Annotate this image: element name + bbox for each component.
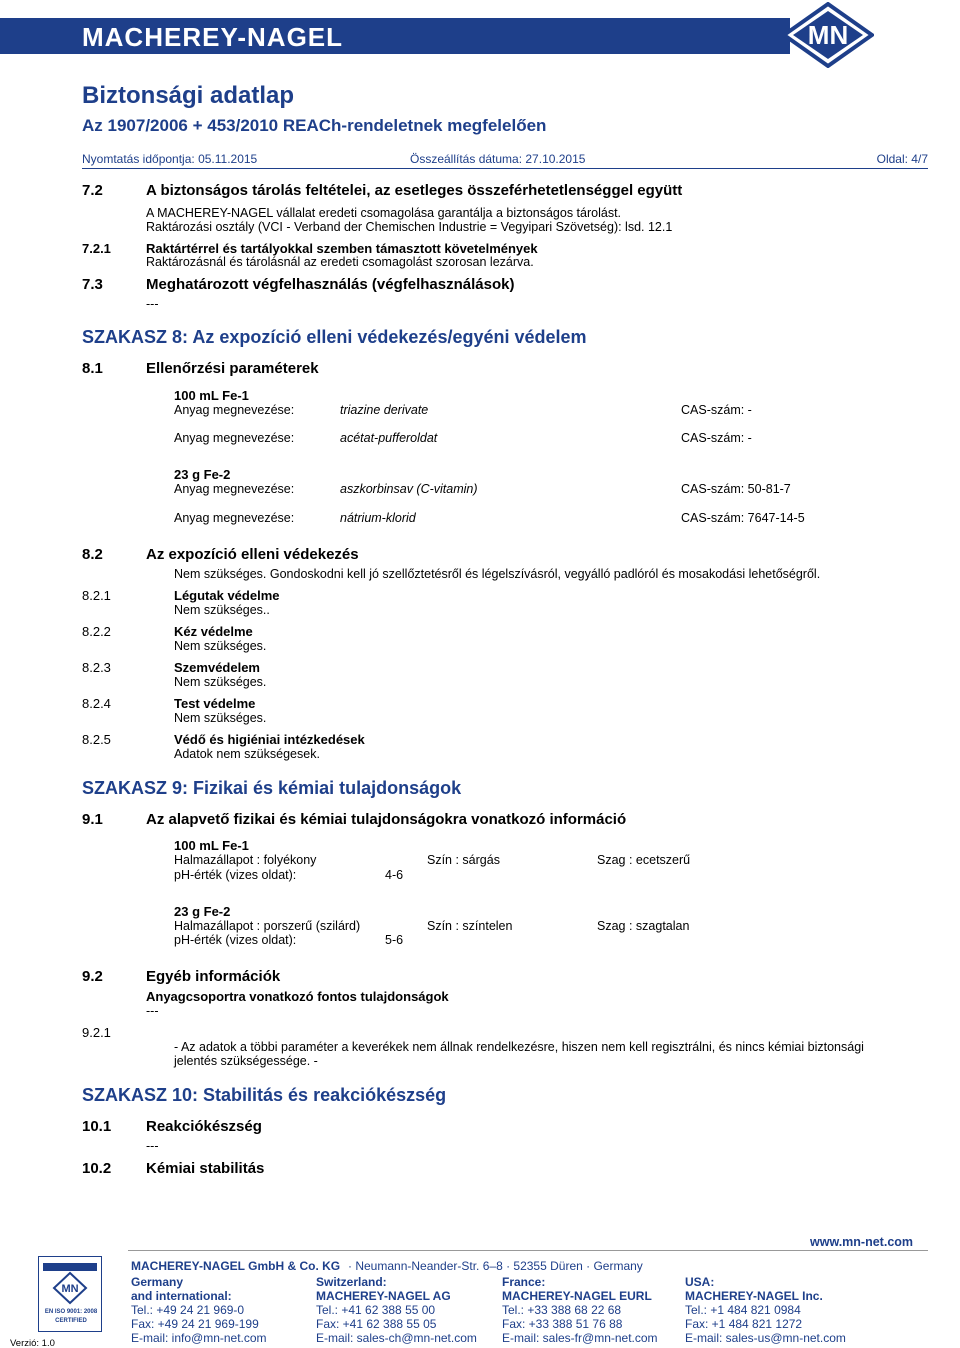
- subsection-heading: Kéz védelme: [174, 624, 253, 639]
- office-name: and international:: [131, 1289, 232, 1303]
- paragraph-line: Raktározási osztály (VCI - Verband der Chemischen Industrie = Vegyipari Szövetség): lsd. 12.1: [146, 220, 673, 234]
- office-fax: Fax: +49 24 21 969-199: [131, 1317, 259, 1331]
- cert-label: CERTIFIED: [55, 1318, 87, 1324]
- office-email[interactable]: E-mail: info@mn-net.com: [131, 1331, 267, 1345]
- footer: [0, 1228, 960, 1348]
- substance-name: acétat-pufferoldat: [340, 431, 438, 445]
- product-name: 100 mL Fe-1: [174, 388, 249, 403]
- section-title-9: SZAKASZ 9: Fizikai és kémiai tulajdonságok: [82, 778, 462, 798]
- paragraph-line: Nem szükséges.: [174, 711, 267, 725]
- subsection-number: 8.2.2: [82, 624, 111, 639]
- paragraph-line: ---: [146, 1004, 159, 1018]
- office-email[interactable]: E-mail: sales-ch@mn-net.com: [316, 1331, 477, 1345]
- subsection-heading: Test védelme: [174, 696, 256, 711]
- page-number: Oldal: 4/7: [876, 152, 928, 166]
- property-ph-label: pH-érték (vizes oldat):: [174, 868, 297, 882]
- subsection-number: 8.2.4: [82, 696, 111, 711]
- paragraph-line: Adatok nem szükségesek.: [174, 747, 320, 761]
- office-country: Switzerland:: [316, 1275, 387, 1289]
- section-title-10: SZAKASZ 10: Stabilitás és reakciókészség: [82, 1085, 447, 1105]
- footer-website: www.mn-net.com: [810, 1235, 914, 1249]
- office-fax: Fax: +1 484 821 1272: [685, 1317, 803, 1331]
- section-heading: Kémiai stabilitás: [146, 1160, 265, 1177]
- office-tel: Tel.: +41 62 388 55 00: [316, 1303, 436, 1317]
- product-name: 23 g Fe-2: [174, 904, 231, 919]
- subsection-heading: Védő és higiéniai intézkedések: [174, 732, 365, 747]
- document-subtitle: Az 1907/2006 + 453/2010 REACh-rendeletnek megfelelően: [82, 116, 547, 135]
- office-name: MACHEREY-NAGEL AG: [316, 1289, 451, 1303]
- substance-label: Anyag megnevezése:: [174, 482, 295, 496]
- subsection-heading: Szemvédelem: [174, 660, 260, 675]
- office-fax: Fax: +41 62 388 55 05: [316, 1317, 437, 1331]
- section-heading: Az expozíció elleni védekezés: [146, 546, 359, 563]
- cas-number: CAS-szám: 7647-14-5: [681, 511, 805, 525]
- office-name: MACHEREY-NAGEL Inc.: [685, 1289, 823, 1303]
- section-heading: Az alapvető fizikai és kémiai tulajdonságokra vonatkozó információ: [146, 811, 627, 828]
- paragraph-line: Nem szükséges. Gondoskodni kell jó szellőztetésről és légelszívásról, vegyálló padlóról és mosakodási lehetőségről.: [174, 567, 821, 581]
- subsection-heading: Raktártérrel és tartályokkal szemben támasztott követelmények: [146, 241, 538, 256]
- brand-name: MACHEREY-NAGEL: [82, 22, 344, 52]
- office-country: USA:: [685, 1275, 715, 1289]
- subsection-number: 8.2.5: [82, 732, 111, 747]
- paragraph-line: Nem szükséges.: [174, 639, 267, 653]
- substance-name: triazine derivate: [340, 403, 429, 417]
- section-title-8: SZAKASZ 8: Az expozíció elleni védekezés/egyéni védelem: [82, 327, 587, 347]
- section-heading: Meghatározott végfelhasználás (végfelhasználások): [146, 276, 515, 293]
- cert-label: EN ISO 9001: 2008: [44, 1309, 98, 1315]
- substance-name: aszkorbinsav (C-vitamin): [340, 482, 478, 496]
- section-number: 10.2: [82, 1160, 112, 1177]
- paragraph-line: A MACHEREY-NAGEL vállalat eredeti csomagolása garantálja a biztonságos tárolást.: [146, 206, 622, 220]
- office-tel: Tel.: +49 24 21 969-0: [131, 1303, 245, 1317]
- paragraph-line: Nem szükséges.: [174, 675, 267, 689]
- subsection-number: 8.2.3: [82, 660, 111, 675]
- property-ph-value: 5-6: [385, 933, 404, 947]
- paragraph-line: Raktározásnál és tárolásnál az eredeti csomagolást szorosan lezárva.: [146, 255, 534, 269]
- section-number: 8.1: [82, 360, 103, 377]
- section-number: 9.1: [82, 811, 103, 828]
- property-odor: Szag : szagtalan: [597, 919, 690, 933]
- footer-address: · Neumann-Neander-Str. 6–8 · 52355 Düren · Germany: [348, 1259, 643, 1273]
- cas-number: CAS-szám: -: [681, 403, 752, 417]
- section-heading: Reakciókészség: [146, 1118, 262, 1135]
- substance-label: Anyag megnevezése:: [174, 511, 295, 525]
- substance-label: Anyag megnevezése:: [174, 431, 295, 445]
- version-label: Verzió: 1.0: [10, 1338, 55, 1348]
- mn-logo-icon: [782, 2, 874, 68]
- paragraph-line: jelentés szükségessége. -: [174, 1054, 318, 1068]
- office-name: MACHEREY-NAGEL EURL: [502, 1289, 652, 1303]
- section-number: 10.1: [82, 1118, 112, 1135]
- section-heading: Egyéb információk: [146, 968, 281, 985]
- section-number: 9.2: [82, 968, 103, 985]
- office-email[interactable]: E-mail: sales-us@mn-net.com: [685, 1331, 846, 1345]
- property-color: Szín : sárgás: [427, 853, 500, 867]
- property-odor: Szag : ecetszerű: [597, 853, 691, 867]
- office-email[interactable]: E-mail: sales-fr@mn-net.com: [502, 1331, 658, 1345]
- property-state: Halmazállapot : porszerű (szilárd): [174, 919, 361, 933]
- office-fax: Fax: +33 388 51 76 88: [502, 1317, 623, 1331]
- document-title: Biztonsági adatlap: [82, 82, 295, 109]
- subsection-heading: Anyagcsoportra vonatkozó fontos tulajdonságok: [146, 989, 449, 1004]
- header-bar: [0, 0, 960, 70]
- product-name: 23 g Fe-2: [174, 467, 231, 482]
- svg-text:MN: MN: [61, 1283, 79, 1295]
- substance-label: Anyag megnevezése:: [174, 403, 295, 417]
- paragraph-line: Nem szükséges..: [174, 603, 270, 617]
- print-date: Nyomtatás időpontja: 05.11.2015: [82, 152, 258, 166]
- office-country: Germany: [131, 1275, 184, 1289]
- property-state: Halmazállapot : folyékony: [174, 853, 317, 867]
- meta-row: [82, 151, 928, 169]
- product-name: 100 mL Fe-1: [174, 838, 249, 853]
- paragraph-line: - Az adatok a többi paraméter a keverékek nem állnak rendelkezésre, hiszen nem kell regisztrálni, és nincs kémiai biztonsági: [174, 1040, 864, 1054]
- section-number: 7.2.1: [82, 241, 111, 256]
- section-number: 7.3: [82, 276, 103, 293]
- subsection-heading: Légutak védelme: [174, 588, 280, 603]
- property-ph-label: pH-érték (vizes oldat):: [174, 933, 297, 947]
- section-number: 7.2: [82, 182, 103, 199]
- cas-number: CAS-szám: 50-81-7: [681, 482, 791, 496]
- cas-number: CAS-szám: -: [681, 431, 752, 445]
- property-color: Szín : színtelen: [427, 919, 513, 933]
- subsection-number: 8.2.1: [82, 588, 111, 603]
- office-tel: Tel.: +33 388 68 22 68: [502, 1303, 622, 1317]
- section-heading: A biztonságos tárolás feltételei, az esetleges összeférhetetlenséggel együtt: [146, 182, 683, 199]
- iso-certificate-icon: [38, 1256, 102, 1332]
- property-ph-value: 4-6: [385, 868, 404, 882]
- subsection-number: 9.2.1: [82, 1025, 111, 1040]
- compile-date: Összeállítás dátuma: 27.10.2015: [410, 152, 586, 166]
- office-tel: Tel.: +1 484 821 0984: [685, 1303, 801, 1317]
- section-heading: Ellenőrzési paraméterek: [146, 360, 319, 377]
- footer-divider: [128, 1250, 928, 1251]
- substance-name: nátrium-klorid: [340, 511, 416, 525]
- footer-company: MACHEREY-NAGEL GmbH & Co. KG: [131, 1259, 341, 1273]
- paragraph-line: ---: [146, 1139, 159, 1153]
- paragraph-line: ---: [146, 297, 159, 311]
- section-number: 8.2: [82, 546, 103, 563]
- logo-text: MN: [807, 20, 849, 50]
- office-country: France:: [502, 1275, 546, 1289]
